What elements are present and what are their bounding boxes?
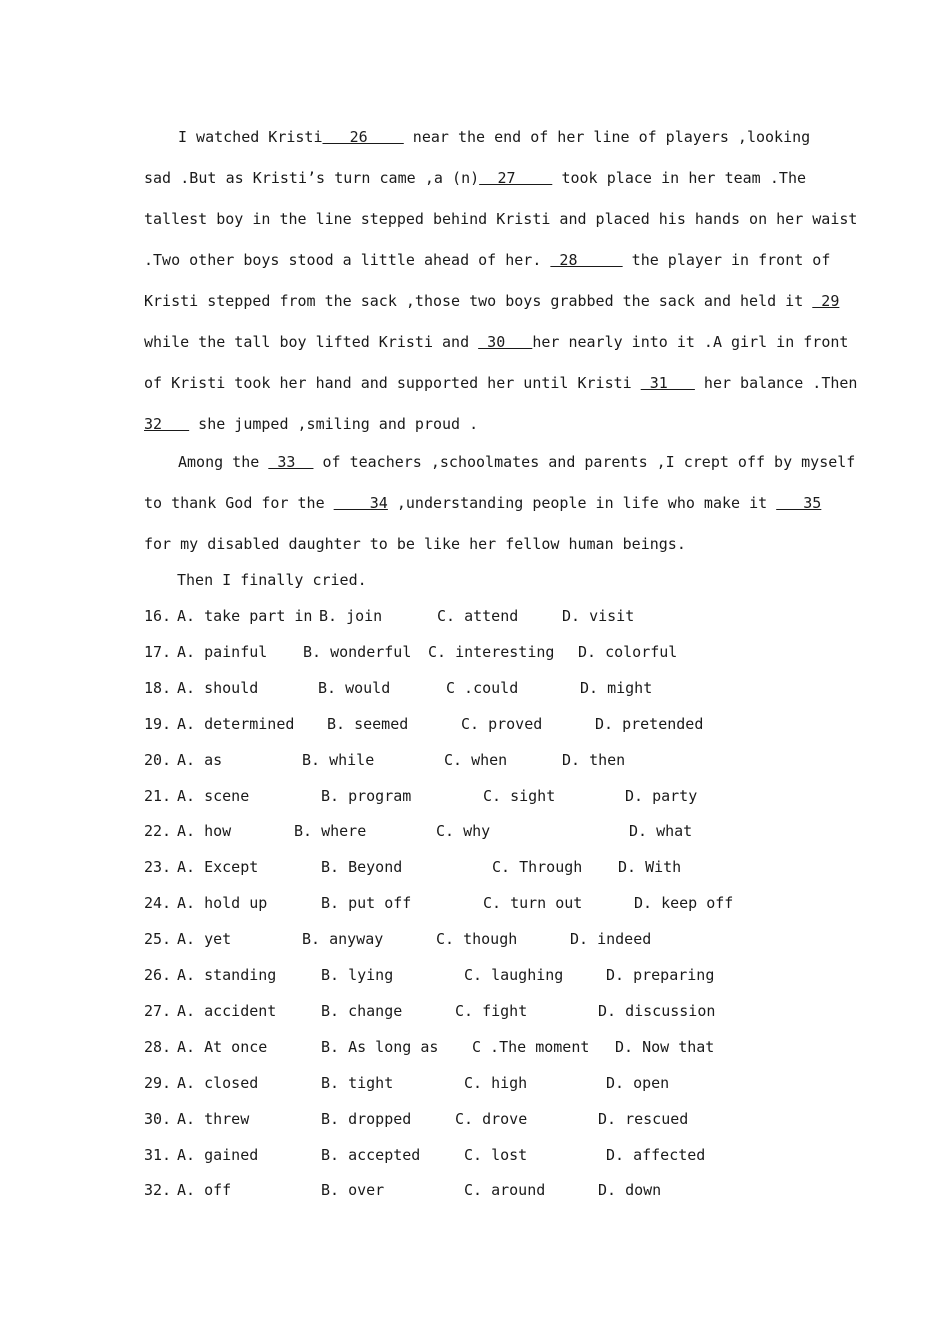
option-a: A. closed (177, 1073, 259, 1092)
option-d: D. discussion (598, 1001, 716, 1020)
option-b: B. dropped (321, 1109, 412, 1128)
option-d: D. visit (562, 607, 635, 625)
option-b: B. seemed (327, 714, 409, 733)
option-c: C. interesting (428, 642, 555, 661)
option-c: C. though (436, 930, 518, 949)
option-b: B. program (321, 786, 412, 805)
option-b: B. anyway (302, 930, 384, 949)
option-c: C. turn out (483, 894, 583, 913)
option-a: A. Except (177, 858, 259, 877)
option-c: C .The moment (472, 1037, 590, 1056)
option-a: A. standing (177, 966, 277, 984)
option-d: D. keep off (634, 894, 734, 913)
option-b: B. over (321, 1181, 385, 1200)
option-a: A. threw (177, 1109, 250, 1128)
option-a: A. accident (177, 1001, 277, 1020)
option-a: A. yet (177, 930, 232, 949)
question-number: 21. (144, 786, 172, 805)
option-c: C. fight (455, 1001, 528, 1020)
option-b: B. accepted (321, 1145, 421, 1164)
option-d: D. With (618, 858, 682, 877)
option-d: D. might (580, 678, 653, 697)
option-a: A. gained (177, 1145, 259, 1164)
option-d: D. what (629, 822, 693, 841)
option-d: D. party (625, 786, 698, 805)
question-number: 20. (144, 750, 172, 769)
question-number: 26. (144, 966, 172, 984)
question-number: 32. (144, 1181, 172, 1200)
option-d: D. open (606, 1073, 670, 1092)
blank-35: 35 (776, 494, 822, 512)
passage-line: 32 she jumped ,smiling and proud . (144, 415, 479, 433)
question-number: 16. (144, 607, 172, 625)
option-d: D. pretended (595, 714, 704, 733)
blank-33: 33 (268, 453, 314, 471)
option-c: C .could (446, 678, 519, 697)
blank-31: 31 (640, 374, 695, 392)
option-a: A. hold up (177, 894, 268, 913)
option-b: B. change (321, 1001, 403, 1020)
blank-30: 30 (478, 333, 533, 351)
option-d: D. affected (606, 1145, 706, 1164)
option-b: B. tight (321, 1073, 394, 1092)
option-c: C. when (444, 750, 508, 769)
question-number: 19. (144, 714, 172, 733)
option-a: A. as (177, 750, 223, 769)
blank-29: 29 (812, 292, 840, 310)
question-number: 25. (144, 930, 172, 949)
passage-paragraph-3: Then I finally cried. (177, 571, 367, 589)
blank-27: 27 (479, 169, 553, 187)
option-b: B. lying (321, 966, 394, 984)
passage-line: Among the 33 of teachers ,schoolmates and parents ,I crept off by myself (178, 453, 856, 471)
passage-paragraph-2 (144, 442, 856, 565)
passage-line: I watched Kristi 26 near the end of her line of players ,looking (178, 128, 811, 146)
option-a: A. how (177, 822, 232, 841)
option-c: C. laughing (464, 966, 564, 984)
option-b: B. where (294, 822, 367, 841)
passage-paragraph-1 (144, 117, 858, 445)
blank-34: 34 (333, 494, 388, 512)
question-number: 24. (144, 894, 172, 913)
option-a: A. scene (177, 786, 250, 805)
option-b: B. join (319, 607, 383, 625)
option-a: A. painful (177, 642, 268, 661)
question-number: 27. (144, 1001, 172, 1020)
question-number: 22. (144, 822, 172, 841)
blank-28: 28 (550, 251, 623, 269)
option-c: C. drove (455, 1109, 528, 1128)
option-a: A. take part in (177, 607, 313, 625)
option-a: A. At once (177, 1037, 268, 1056)
passage-line: for my disabled daughter to be like her fellow human beings. (144, 535, 686, 553)
option-c: C. high (464, 1073, 528, 1092)
option-b: B. put off (321, 894, 412, 913)
option-c: C. attend (437, 607, 519, 625)
question-number: 17. (144, 642, 172, 661)
passage-line: of Kristi took her hand and supported her until Kristi 31 her balance .Then (144, 374, 858, 392)
question-number: 29. (144, 1073, 172, 1092)
option-a: A. off (177, 1181, 232, 1200)
option-c: C. sight (483, 786, 556, 805)
option-c: C. proved (461, 714, 543, 733)
blank-26: 26 (322, 128, 404, 146)
question-number: 31. (144, 1145, 172, 1164)
option-d: D. down (598, 1181, 662, 1200)
option-d: D. indeed (570, 930, 652, 949)
option-c: C. lost (464, 1145, 528, 1164)
blank-32: 32 (144, 415, 190, 433)
option-b: B. Beyond (321, 858, 403, 877)
option-c: C. Through (492, 858, 583, 877)
question-number: 23. (144, 858, 172, 877)
option-b: B. As long as (321, 1037, 439, 1056)
option-b: B. wonderful (303, 642, 412, 661)
option-d: D. preparing (606, 966, 715, 984)
question-number: 18. (144, 678, 172, 697)
option-b: B. would (318, 678, 391, 697)
option-c: C. around (464, 1181, 546, 1200)
passage-line: tallest boy in the line stepped behind Kristi and placed his hands on her waist (144, 210, 858, 228)
option-c: C. why (436, 822, 491, 841)
question-number: 28. (144, 1037, 172, 1056)
option-a: A. determined (177, 714, 295, 733)
question-number: 30. (144, 1109, 172, 1128)
option-a: A. should (177, 678, 259, 697)
option-d: D. rescued (598, 1109, 689, 1128)
passage-line: sad .But as Kristi’s turn came ,a (n) 27 took place in her team .The (144, 169, 807, 187)
passage-line: to thank God for the 34 ,understanding people in life who make it 35 (144, 494, 822, 512)
option-d: D. Now that (615, 1037, 715, 1056)
option-b: B. while (302, 750, 375, 769)
option-d: D. colorful (578, 642, 678, 661)
passage-line: .Two other boys stood a little ahead of her. 28 the player in front of (144, 251, 831, 269)
passage-line: Kristi stepped from the sack ,those two boys grabbed the sack and held it 29 (144, 292, 840, 310)
passage-line: while the tall boy lifted Kristi and 30 her nearly into it .A girl in front (144, 333, 849, 351)
option-d: D. then (562, 750, 626, 769)
